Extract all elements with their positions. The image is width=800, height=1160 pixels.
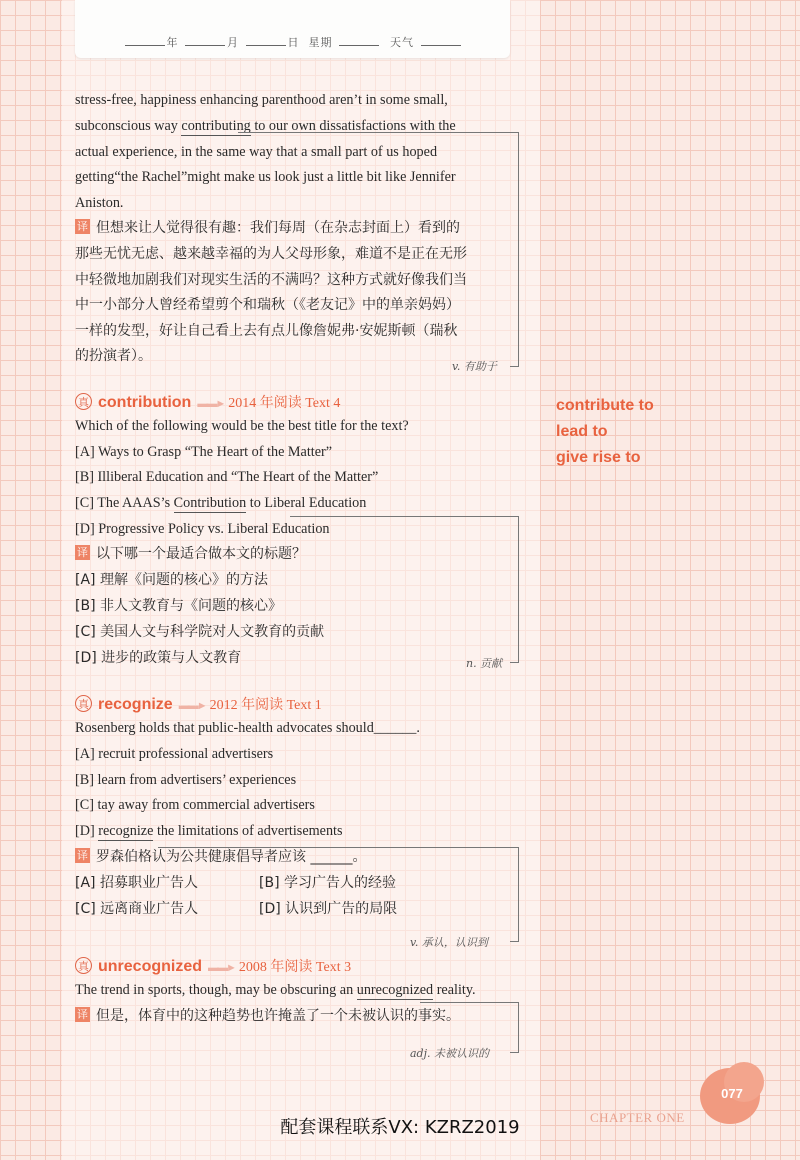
date-line bbox=[75, 34, 510, 50]
weather-label: 天气 bbox=[390, 36, 414, 49]
contribution-note: n. 贡献 bbox=[466, 657, 503, 670]
highlight-contribution: Contribution bbox=[173, 495, 247, 511]
exam-badge: 真 bbox=[75, 695, 92, 712]
translation-question bbox=[75, 542, 306, 568]
translation-option-a: [A] 招募职业广告人 bbox=[75, 875, 198, 891]
option-a: [A] recruit professional advertisers bbox=[75, 746, 274, 762]
translation-badge: 译 bbox=[77, 220, 88, 233]
option-a: [A] Ways to Grasp “The Heart of the Matter” bbox=[75, 444, 333, 460]
unrecognized-bracket-end bbox=[510, 1052, 518, 1053]
month-label: 月 bbox=[227, 36, 239, 49]
option-text: [D] bbox=[75, 823, 95, 839]
highlight-contributing: contributing bbox=[181, 118, 251, 134]
heading-unrecognized bbox=[75, 956, 351, 976]
arrow-icon: ▬▬► bbox=[208, 962, 235, 974]
passage-bracket bbox=[238, 132, 519, 367]
recognize-note: v. 承认，认识到 bbox=[410, 936, 488, 949]
side-word-3: give rise to bbox=[556, 449, 641, 466]
recognize-bracket-end bbox=[510, 941, 518, 942]
option-d bbox=[75, 819, 343, 845]
chapter-label: CHAPTER ONE bbox=[590, 1110, 685, 1125]
translation-option-a: [A] 理解《问题的核心》的方法 bbox=[75, 572, 268, 588]
vocab-word: unrecognized bbox=[98, 958, 203, 975]
passage-translation-line-4: 中一小部分人曾经希望剪个和瑞秋（《老友记》中的单亲妈妈） bbox=[75, 297, 460, 313]
highlight-recognize: recognize bbox=[98, 823, 154, 839]
date-header bbox=[75, 0, 510, 58]
option-c: [C] tay away from commercial advertisers bbox=[75, 797, 315, 813]
unrecognized-note: adj. 未被认识的 bbox=[410, 1047, 490, 1060]
passage-translation-line-2: 那些无忧无虑、越来越幸福的为人父母形象，难道不是正在无形 bbox=[75, 246, 467, 262]
heading-contribution bbox=[75, 392, 340, 412]
passage-line-3: actual experience, in the same way that a small part of us hoped bbox=[75, 144, 438, 160]
passage-line-5: Aniston. bbox=[75, 195, 124, 211]
exam-badge: 真 bbox=[75, 393, 92, 410]
exam-source: 2012 年阅读 Text 1 bbox=[209, 698, 322, 713]
arrow-icon: ▬▬► bbox=[178, 700, 206, 712]
example-sentence bbox=[75, 978, 476, 1004]
translation-text: 罗森伯格认为公共健康倡导者应该 ______。 bbox=[96, 849, 367, 865]
option-b: [B] Illiberal Education and “The Heart of the Matter” bbox=[75, 469, 379, 485]
recognize-bracket bbox=[158, 847, 519, 942]
side-word-2: lead to bbox=[556, 423, 608, 440]
question-text: Which of the following would be the best title for the text? bbox=[75, 418, 409, 434]
contribution-bracket-end bbox=[510, 662, 518, 663]
highlight-unrecognized: unrecognized bbox=[356, 982, 434, 998]
option-b: [B] learn from advertisers’ experiences bbox=[75, 772, 297, 788]
exam-source: 2014 年阅读 Text 4 bbox=[228, 396, 341, 411]
example-translation bbox=[75, 1004, 460, 1030]
translation-option-c: [C] 美国人文与科学院对人文教育的贡献 bbox=[75, 624, 325, 640]
translation-badge: 译 bbox=[77, 849, 88, 862]
translation-option-c: [C] 远离商业广告人 bbox=[75, 901, 199, 917]
passage-translation-line-5: 一样的发型，好让自己看上去有点儿像詹妮弗·安妮斯顿（瑞秋 bbox=[75, 323, 458, 339]
translation-text: 但想来让人觉得很有趣：我们每周（在杂志封面上）看到的 bbox=[96, 220, 460, 236]
heading-recognize bbox=[75, 694, 322, 714]
translation-text: 但是，体育中的这种趋势也许掩盖了一个未被认识的事实。 bbox=[96, 1008, 460, 1024]
translation-option-b: [B] 非人文教育与《问题的核心》 bbox=[75, 598, 282, 614]
translation-text: 以下哪一个最适合做本文的标题？ bbox=[96, 546, 306, 562]
arrow-icon: ▬▬► bbox=[197, 398, 225, 410]
passage-line-1: stress-free, happiness enhancing parenthood aren’t in some small, bbox=[75, 92, 448, 108]
passage-note: v. 有助于 bbox=[452, 360, 497, 373]
passage-text: to our own dissatisfactions with the bbox=[254, 118, 456, 134]
question-text: Rosenberg holds that public-health advocates should______. bbox=[75, 720, 420, 736]
sentence-text: reality. bbox=[436, 982, 476, 998]
option-text: [C] The AAAS’s bbox=[75, 495, 171, 511]
translation-option-d: [D] 认识到广告的局限 bbox=[259, 901, 398, 917]
translation-option-d: [D] 进步的政策与人文教育 bbox=[75, 650, 242, 666]
contribution-bracket bbox=[290, 516, 519, 663]
year-label: 年 bbox=[166, 36, 179, 49]
passage-translation-line-3: 中轻微地加剧我们对现实生活的不满吗？这种方式就好像我们当 bbox=[75, 272, 467, 288]
sentence-text: The trend in sports, though, may be obscuring an bbox=[75, 982, 354, 998]
passage-text: subconscious way bbox=[75, 118, 178, 134]
option-c bbox=[75, 491, 366, 517]
translation-option-b: [B] 学习广告人的经验 bbox=[259, 875, 396, 891]
exam-source: 2008 年阅读 Text 3 bbox=[238, 960, 352, 975]
weekday-label: 星期 bbox=[308, 36, 333, 49]
exam-badge: 真 bbox=[75, 957, 92, 974]
side-word-1: contribute to bbox=[556, 397, 654, 414]
option-text: to Liberal Education bbox=[249, 495, 367, 511]
passage-bracket-end bbox=[510, 366, 518, 367]
page-number: 077 bbox=[721, 1086, 743, 1101]
footer-contact: 配套课程联系VX: KZRZ2019 bbox=[280, 1117, 520, 1138]
day-label: 日 bbox=[287, 36, 300, 49]
translation-badge: 译 bbox=[77, 546, 88, 559]
translation-badge: 译 bbox=[77, 1008, 88, 1021]
vocab-word: recognize bbox=[98, 696, 173, 713]
option-text: the limitations of advertisements bbox=[156, 823, 343, 839]
option-d: [D] Progressive Policy vs. Liberal Education bbox=[75, 521, 330, 537]
passage-translation-line-6: 的扮演者）。 bbox=[75, 348, 152, 364]
passage-line-4: getting“the Rachel”might make us look just a little bit like Jennifer bbox=[75, 169, 456, 185]
vocab-word: contribution bbox=[98, 394, 192, 411]
